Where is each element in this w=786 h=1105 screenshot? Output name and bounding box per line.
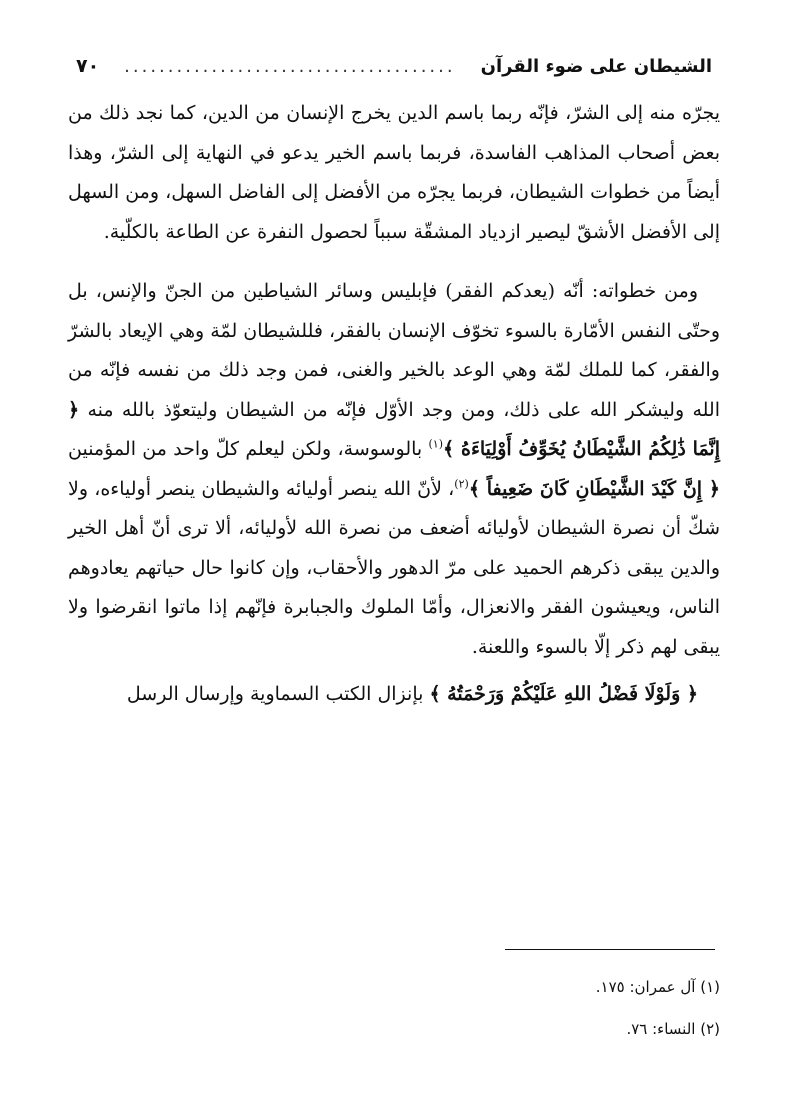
footnote-2: (٢) النساء: ٧٦.	[626, 1020, 720, 1038]
paragraph-2-text-b: بالوسوسة، ولكن ليعلم كلّ واحد من المؤمنين	[68, 438, 429, 460]
footnotes	[68, 966, 720, 1050]
paragraph-1	[68, 94, 720, 252]
book-title: الشيطان على ضوء القرآن	[480, 56, 712, 77]
paragraph-2-text-c: ، لأنّ الله ينصر أوليائه والشيطان ينصر أولياءه، ولا شكّ أن نصرة الشيطان لأوليائه أضعف من نصرة الله لأوليائه، ألا ترى أنّ أهل الخير والدين يبقى ذكرهم الحميد على مرّ الدهور والأحقاب، وإن كانوا حال حياتهم يعادوهم الناس، ويعيشون الفقر والانعزال، وأمّا الملوك والجبابرة فإنّهم إذا ماتوا انقرضوا ولا يبقى لهم ذكر إلّا بالسوء واللعنة.	[68, 477, 720, 658]
paragraph-1-text: يجرّه منه إلى الشرّ، فإنّه ربما باسم الدين يخرج الإنسان من الدين، كما نجد ذلك من بعض أصحاب المذاهب الفاسدة، فربما باسم الخير يدعو في النهاية إلى الشرّ، وهذا أيضاً من خطوات الشيطان، فربما يجرّه من الأفضل إلى الفاضل السهل، ومن السهل إلى الأفضل الأشقّ ليصير ازدياد المشقّة سبباً لحصول النفرة عن الطاعة بالكلّية.	[68, 102, 720, 243]
paragraph-2	[68, 272, 720, 667]
paragraph-3-text: بإنزال الكتب السماوية وإرسال الرسل	[126, 683, 430, 705]
quran-verse-3: ﴿ وَلَوْلَا فَضْلُ اللهِ عَلَيْكُمْ وَرَحْمَتُهُ ﴾	[429, 683, 698, 705]
page-number: ٧٠	[76, 55, 100, 77]
body-text	[68, 94, 720, 715]
book-page	[68, 40, 720, 715]
paragraph-2-text-a: ومن خطواته: أنّه (يعدكم الفقر) فإبليس وسائر الشياطين من الجنّ والإنس، بل وحتّى النفس الأمّارة بالسوء تخوّف الإنسان بالفقر، فللشيطان لمّة وهي الإيعاد بالشرّ والفقر، كما للملك لمّة وهي الوعد بالخير والغنى، فمن وجد ذلك من نفسه فإنّه من الله وليشكر الله على ذلك، ومن وجد الأوّل فإنّه من الشيطان وليتعوّذ بالله منه	[68, 280, 720, 421]
running-header	[68, 40, 720, 92]
footnote-divider	[505, 949, 715, 950]
paragraph-3	[68, 675, 720, 715]
quran-verse-2: ﴿ إِنَّ كَيْدَ الشَّيْطَانِ كَانَ ضَعِيفاً ﴾	[468, 477, 720, 500]
quran-verse-1: ﴿ إِنَّمَا ذَٰلِكُمُ الشَّيْطَانُ يُخَوِّفُ أَوْلِيَاءَهُ ﴾	[68, 398, 721, 460]
leader-dots: ......................................	[124, 56, 456, 77]
footnote-ref-1[interactable]: (١)	[428, 437, 443, 451]
footnote-1: (١) آل عمران: ١٧٥.	[595, 978, 720, 996]
footnote-ref-2[interactable]: (٢)	[454, 477, 469, 491]
